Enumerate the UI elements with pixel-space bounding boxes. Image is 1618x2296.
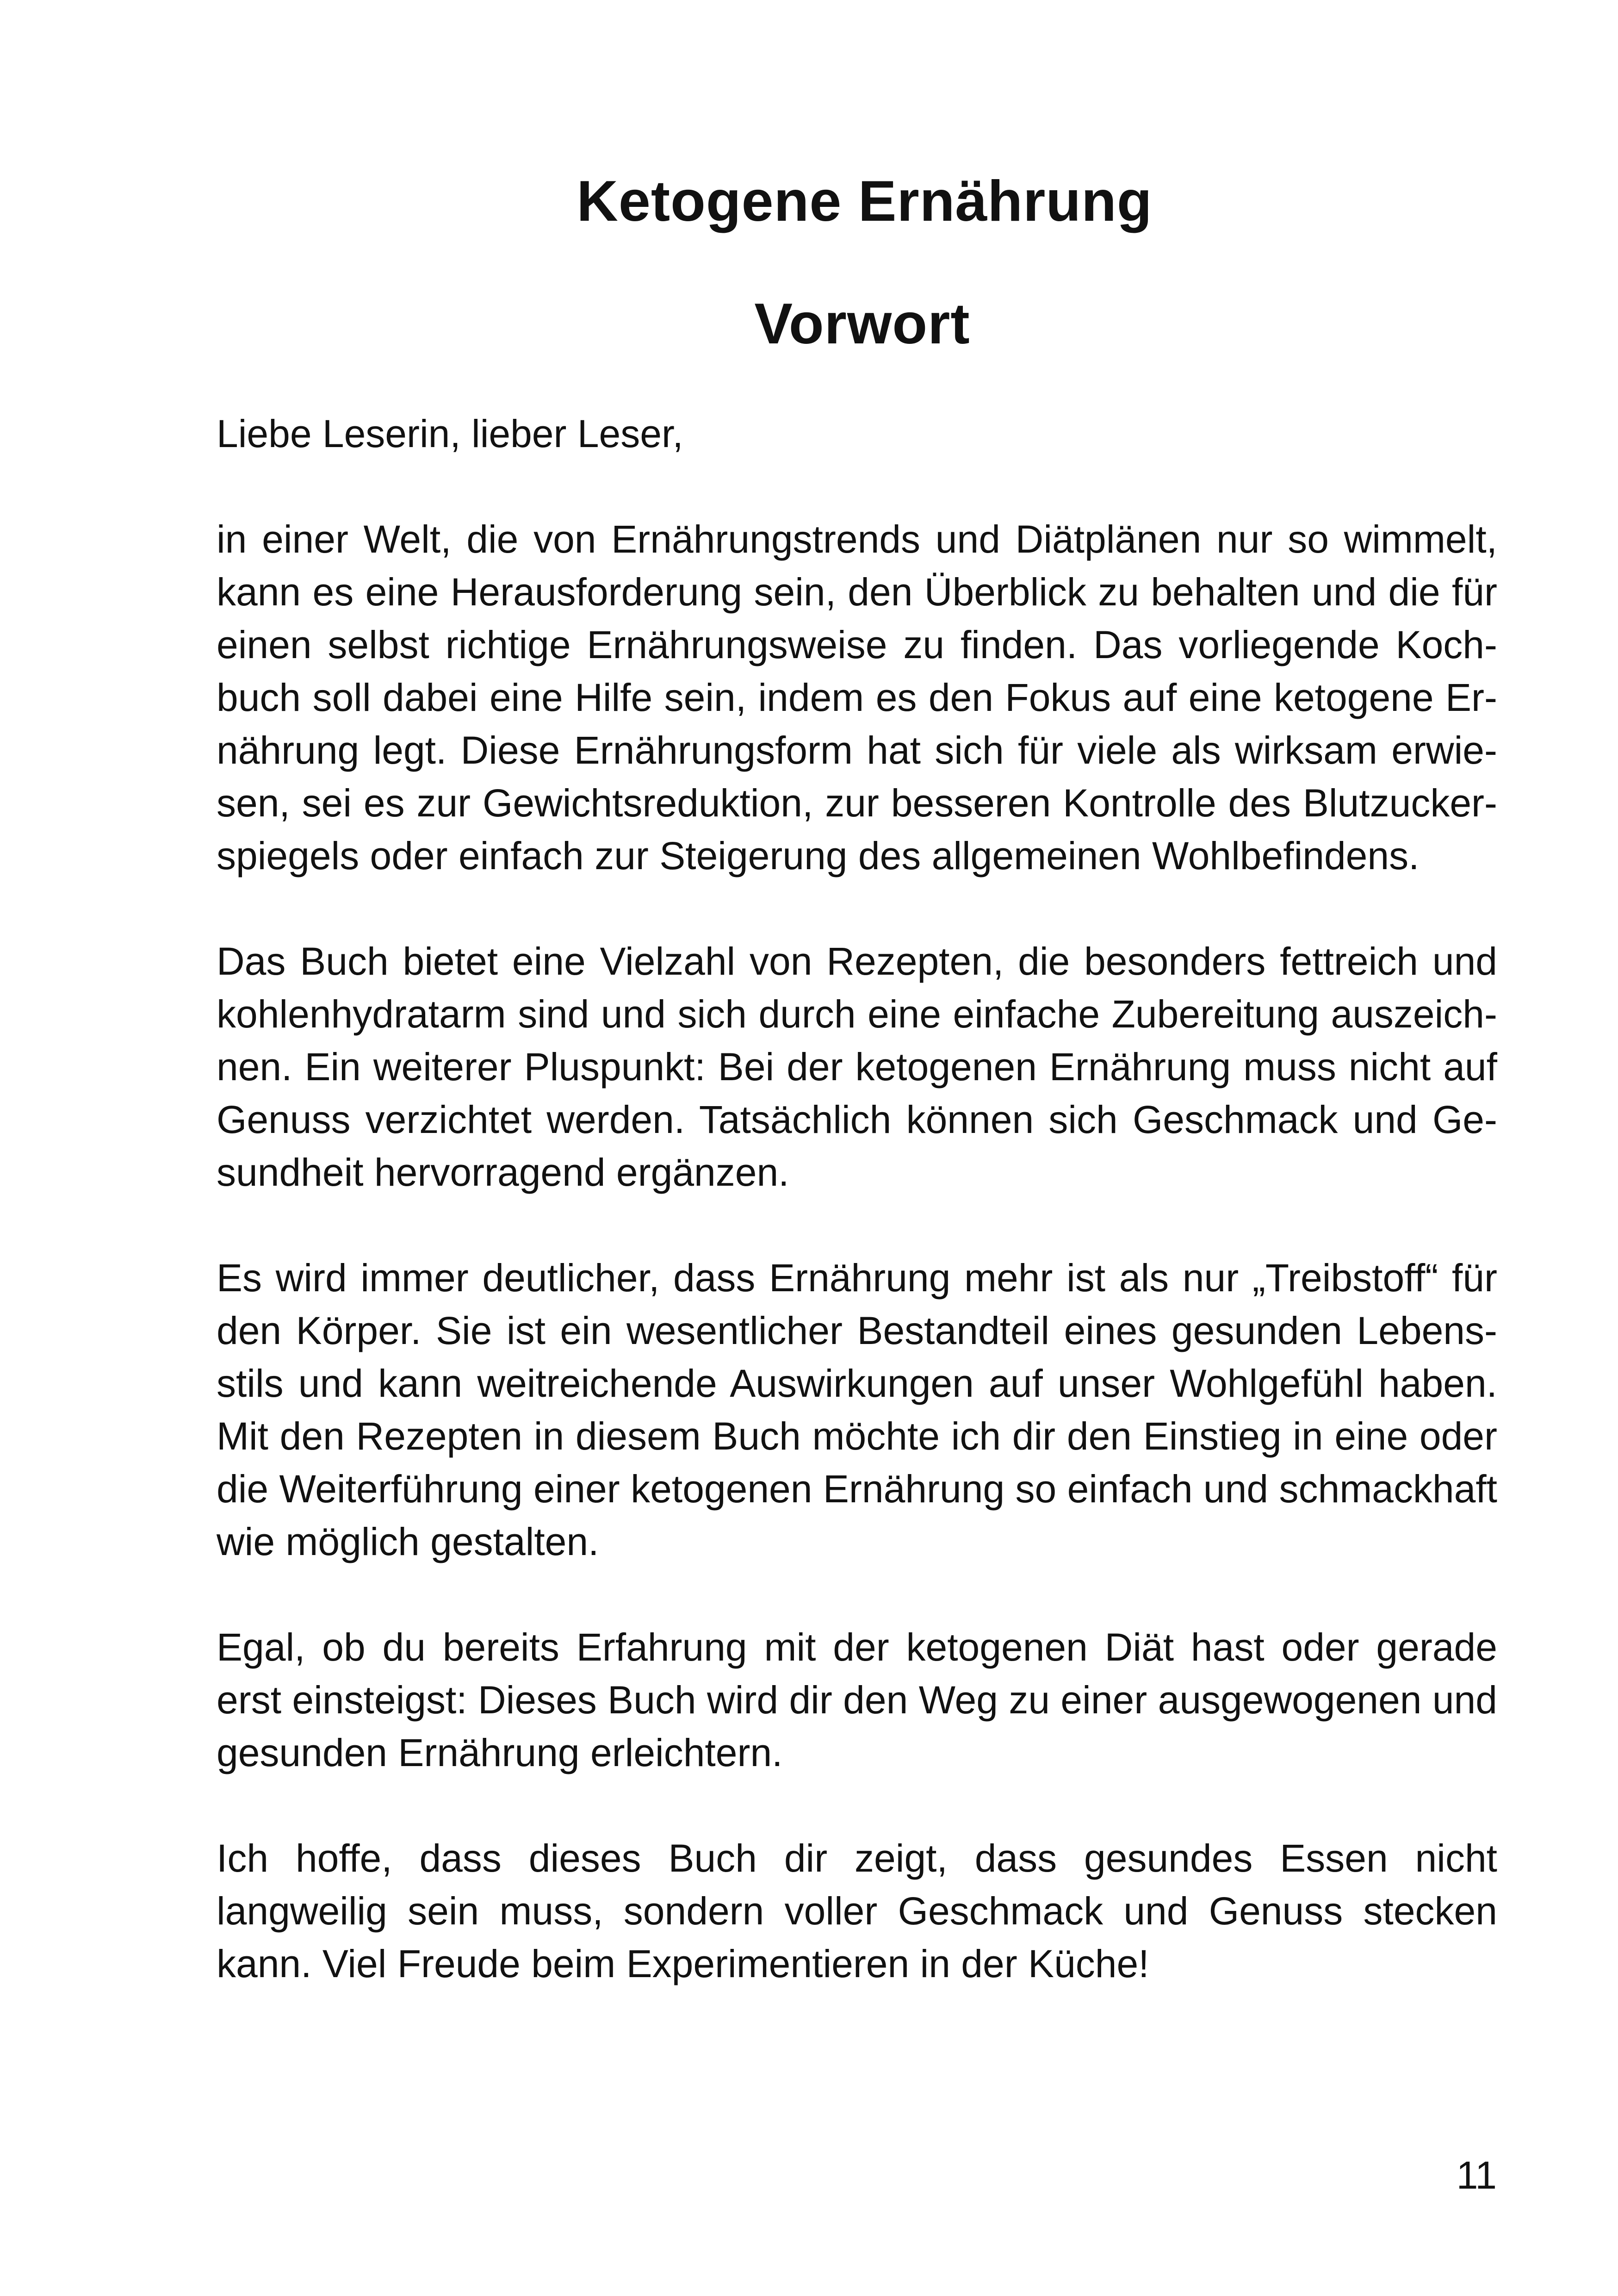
page-number: 11 <box>1456 2153 1497 2197</box>
paragraph-5: Ich hoffe, dass dieses Buch dir zeigt, dass gesundes Essen nicht langweilig sein muss, sondern voller Geschmack und Genuss stecken kann. Viel Freude beim Experimentieren in der Küche! <box>217 1836 1497 1985</box>
salutation: Liebe Leserin, lieber Leser, <box>217 412 683 455</box>
paragraph-1: in einer Welt, die von Ernährungstrends und Diätplänen nur so wimmelt, kann es eine Herausforderung sein, den Überblick zu behalten und die für einen selbst richtige Ernährungsweise zu finden. Das vorliegende Kochbuch soll dabei eine Hilfe sein, indem es den Fokus auf eine ketogene Ernährung legt. Diese Ernährungsform hat sich für viele als wirksam erwiesen, sei es zur Gewichtsreduktion, zur besseren Kontrolle des Blutzuckerspiegels oder einfach zur Steigerung des allgemeinen Wohlbefindens. <box>217 517 1497 877</box>
paragraph-2: Das Buch bietet eine Vielzahl von Rezepten, die besonders fettreich und kohlenhydratarm sind und sich durch eine einfache Zubereitung auszeichnen. Ein weiterer Pluspunkt: Bei der ketogenen Ernährung muss nicht auf Genuss verzichtet werden. Tatsächlich können sich Geschmack und Gesundheit hervorragend ergänzen. <box>217 940 1497 1194</box>
paragraph-4: Egal, ob du bereits Erfahrung mit der ketogenen Diät hast oder gerade erst einsteigst: Dieses Buch wird dir den Weg zu einer ausgewogenen und gesunden Ernährung erleichtern. <box>217 1625 1497 1774</box>
book-title: Ketogene Ernährung <box>577 169 1153 233</box>
chapter-title: Vorwort <box>754 292 970 356</box>
paragraph-3: Es wird immer deutlicher, dass Ernährung mehr ist als nur „Treibstoff“ für den Körper. Sie ist ein wesentlicher Bestandteil eines gesunden Lebensstils und kann weitreichende Auswirkungen auf unser Wohlgefühl haben. Mit den Rezepten in diesem Buch möchte ich dir den Einstieg in eine oder die Weiterführung einer ketogenen Ernährung so einfach und schmackhaft wie möglich gestalten. <box>217 1256 1497 1563</box>
preface-body <box>217 407 1497 2043</box>
